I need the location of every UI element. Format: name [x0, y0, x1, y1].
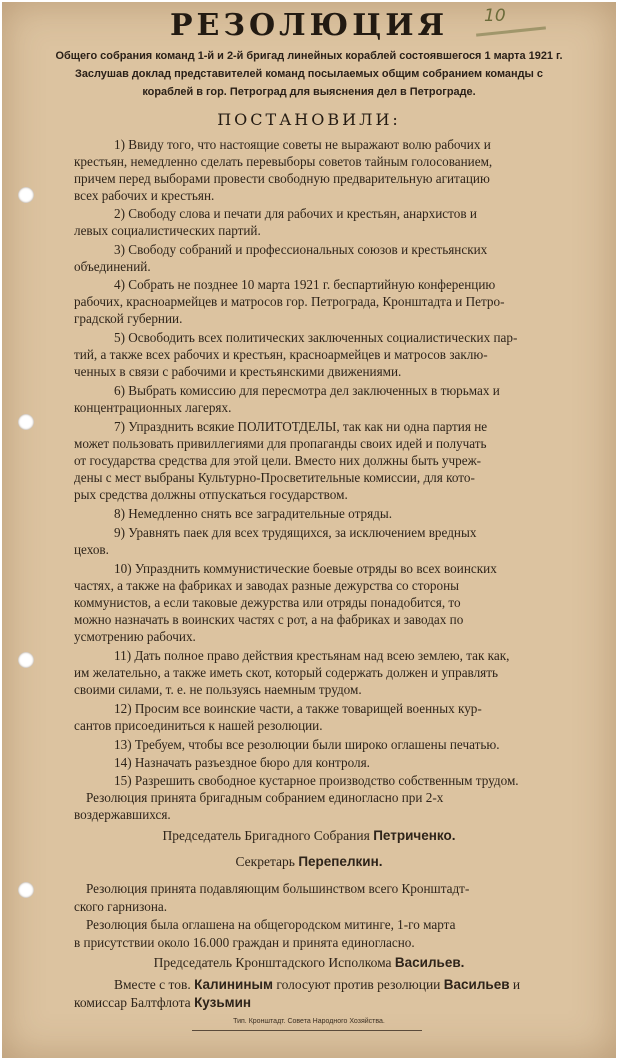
- secretary-signature: Секретарь Перепелкин.: [235, 854, 383, 869]
- resolution-line: 3) Свободу собраний и профессиональных союзов и крестьянских: [114, 242, 488, 257]
- resolution-line: 4) Собрать не позднее 10 марта 1921 г. беспартийную конференцию: [114, 277, 496, 292]
- resolution-line: им желательно, а также иметь скот, который содержать должен и управлять: [74, 665, 499, 680]
- chairman-signature: Председатель Бригадного Собрания Петриченко.: [162, 828, 456, 843]
- resolution-line: Резолюция принята бригадным собранием единогласно при 2-х: [86, 790, 444, 805]
- resolution-line: дены с мест выбраны Культурно-Просветительные комиссии, для кото-: [74, 470, 475, 485]
- punch-hole: [18, 652, 34, 668]
- resolution-line: объединений.: [74, 259, 151, 274]
- resolution-line: 12) Просим все воинские части, а также товарищей военных кур-: [114, 701, 482, 716]
- closing-line: комиссар Балтфлота Кузьмин: [74, 995, 252, 1010]
- resolution-line: рабочих, красноармейцев и матросов гор. Петрограда, Кронштадта и Петро-: [74, 294, 505, 309]
- punch-hole: [18, 187, 34, 203]
- resolution-line: сантов присоединиться к нашей резолюции.: [74, 718, 323, 733]
- executive-signature: Председатель Кронштадского Исполкома Васильев.: [153, 955, 465, 970]
- resolution-line: 11) Дать полное право действия крестьянам над всею землею, так как,: [114, 648, 510, 663]
- resolution-line: концентрационных лагерях.: [74, 400, 232, 415]
- resolution-line: левых социалистических партий.: [74, 223, 261, 238]
- resolution-line: причем перед выборами провести свободную предварительную агитацию: [74, 171, 490, 186]
- resolution-line: может пользовать привиллегиями для пропаганды своих идей и получать: [74, 436, 487, 451]
- resolution-line: цехов.: [74, 542, 109, 557]
- resolution-line: градской губернии.: [74, 311, 183, 326]
- resolution-line: 8) Немедленно снять все заградительные отряды.: [114, 506, 393, 521]
- kalinin-name: Калининым: [194, 977, 274, 992]
- resolution-line: от государства средства для этой цели. Вместо них должны быть учреж-: [74, 453, 482, 468]
- resolution-line: 14) Назначать разъездное бюро для контроля.: [114, 755, 370, 770]
- resolution-line: 6) Выбрать комиссию для пересмотра дел заключенных в тюрьмах и: [114, 383, 500, 398]
- document-title: РЕЗОЛЮЦИЯ: [169, 8, 449, 43]
- executive-name: Васильев.: [394, 955, 465, 970]
- resolution-line: 1) Ввиду того, что настоящие советы не выражают волю рабочих и: [114, 137, 491, 152]
- resolution-line: 2) Свободу слова и печати для рабочих и крестьян, анархистов и: [114, 206, 477, 221]
- closing-line: Вместе с тов. Калининым голосуют против резолюции Васильев и: [114, 977, 521, 992]
- garrison-line: Резолюция была оглашена на общегородском митинге, 1-го марта: [86, 917, 456, 932]
- resolution-line: 13) Требуем, чтобы все резолюции были широко оглашены печатью.: [114, 737, 500, 752]
- chairman-name: Петриченко.: [373, 828, 456, 843]
- resolution-line: 9) Уравнять паек для всех трудящихся, за исключением вредных: [114, 525, 477, 540]
- resolution-line: усмотрению рабочих.: [74, 629, 196, 644]
- resolution-line: ченных в связи с рабочими и крестьянскими движениями.: [74, 364, 402, 379]
- punch-hole: [18, 882, 34, 898]
- resolution-line: всех рабочих и крестьян.: [74, 188, 215, 203]
- header-line: Общего собрания команд 1-й и 2-й бригад линейных кораблей состоявшегося 1 марта 1921 г.: [55, 50, 563, 62]
- resolution-line: своими силами, т. е. не пользуясь наемным трудом.: [74, 682, 362, 697]
- resolution-line: можно назначать в воинских частях с рот, а на фабриках и заводах по: [74, 612, 464, 627]
- resolution-line: 15) Разрешить свободное кустарное производство собственным трудом.: [114, 773, 519, 788]
- resolution-line: рых средства должны отпускаться государством.: [74, 487, 348, 502]
- resolution-line: воздержавшихся.: [74, 807, 171, 822]
- punch-hole: [18, 414, 34, 430]
- resolution-line: 10) Упразднить коммунистические боевые отряды во всех воинских: [114, 561, 497, 576]
- printer-rule: [192, 1030, 422, 1031]
- kuzmin-name: Кузьмин: [194, 995, 252, 1010]
- resolution-line: крестьян, немедленно сделать перевыборы советов тайным голосованием,: [74, 154, 493, 169]
- printer-imprint: Тип. Кронштадт. Совета Народного Хозяйства.: [233, 1018, 385, 1025]
- resolution-line: тий, а также всех рабочих и крестьян, красноармейцев и матросов заклю-: [74, 347, 488, 362]
- archive-mark: 10: [484, 6, 506, 26]
- secretary-name: Перепелкин.: [298, 854, 383, 869]
- resolution-line: 5) Освободить всех политических заключенных социалистических пар-: [114, 330, 518, 345]
- resolution-subheading: ПОСТАНОВИЛИ:: [217, 110, 401, 129]
- resolution-line: коммунистов, а если таковые дежурства или отряды понадобится, то: [74, 595, 461, 610]
- garrison-line: в присутствии около 16.000 граждан и принята единогласно.: [74, 935, 415, 950]
- garrison-line: Резолюция принята подавляющим большинством всего Кронштадт-: [86, 881, 470, 896]
- resolution-line: 7) Упразднить всякие ПОЛИТОТДЕЛЫ, так как ни одна партия не: [114, 419, 488, 434]
- header-line: Заслушав доклад представителей команд посылаемых общим собранием команды с: [74, 68, 544, 80]
- header-line: кораблей в гор. Петроград для выяснения дел в Петрограде.: [142, 86, 476, 98]
- vasiliev-name: Васильев: [443, 977, 510, 992]
- resolution-line: частях, а также на фабриках и заводах разные дежурства со стороны: [74, 578, 460, 593]
- garrison-line: ского гарнизона.: [74, 899, 168, 914]
- document-sheet: [2, 2, 616, 1058]
